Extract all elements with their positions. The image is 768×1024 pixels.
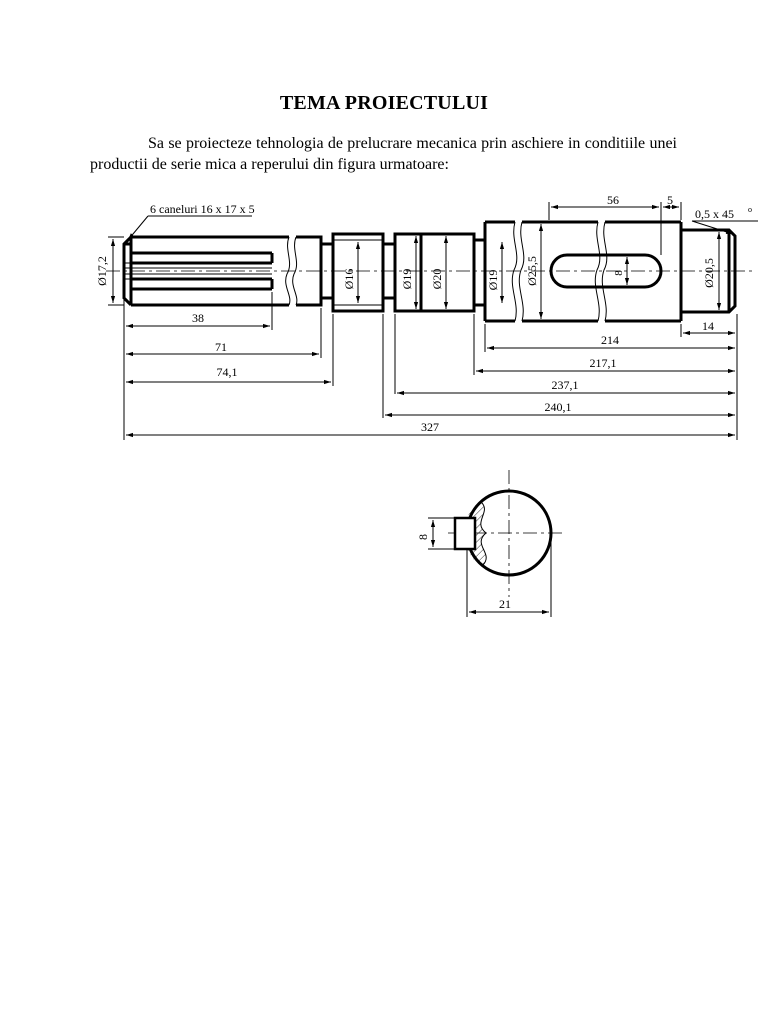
dim-l14: 14	[702, 319, 714, 333]
document-title: TEMA PROIECTULUI	[279, 92, 489, 114]
dim-d3: Ø19	[400, 268, 414, 290]
dim-l56: 56	[607, 193, 619, 207]
dim-d7: Ø20,5	[702, 258, 716, 288]
dim-d2: Ø16	[342, 268, 356, 290]
dim-l240: 240,1	[544, 400, 572, 414]
dim-slot: 8	[613, 270, 625, 276]
dim-l5: 5	[667, 193, 673, 207]
dim-l74: 74,1	[216, 365, 238, 379]
dim-d1: Ø17,2	[95, 256, 109, 286]
dim-l71: 71	[215, 340, 227, 354]
spline-note: 6 caneluri 16 x 17 x 5	[150, 202, 255, 216]
dim-d5: Ø19	[486, 269, 500, 291]
chamfer-note: 0,5 x 45	[695, 207, 734, 221]
intro-paragraph: Sa se proiecteze tehnologia de prelucrare mecanica prin aschiere in conditiile unei productii de serie mica a reperului din figura urmatoare:	[90, 135, 677, 173]
svg-text:o: o	[748, 205, 752, 214]
section-width: 21	[499, 597, 511, 611]
dim-d6: Ø25,5	[525, 256, 539, 286]
dim-l327: 327	[421, 420, 439, 434]
cross-section	[416, 470, 562, 617]
shaft-view	[106, 222, 752, 321]
dim-l237: 237,1	[551, 378, 579, 392]
dim-l214: 214	[601, 333, 619, 347]
section-height: 8	[416, 534, 430, 540]
dim-d4: Ø20	[430, 268, 444, 290]
dim-l38: 38	[192, 311, 204, 325]
top-annotations	[128, 193, 758, 255]
length-dimensions	[124, 292, 737, 440]
dim-l217: 217,1	[589, 356, 617, 370]
